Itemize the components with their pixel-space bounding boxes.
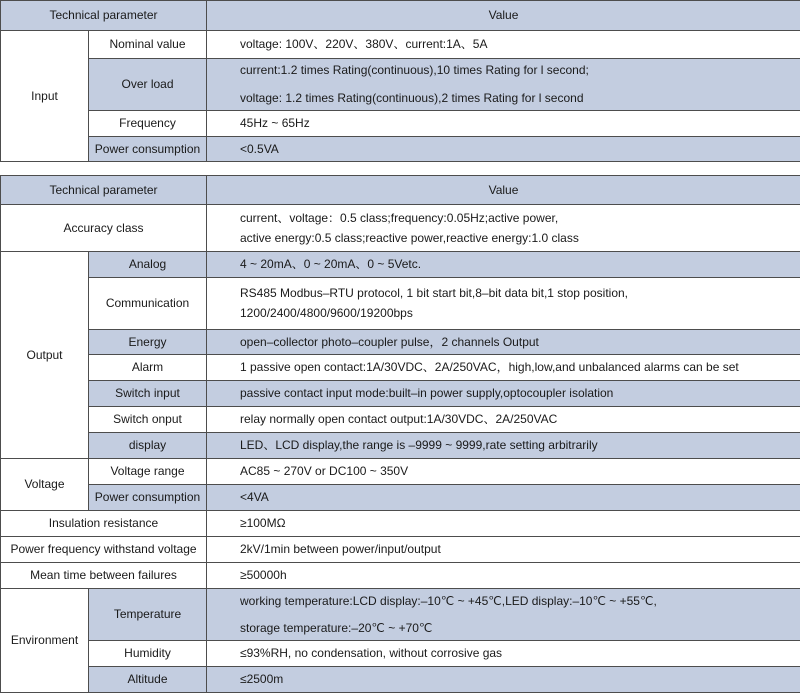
- value-line: <0.5VA: [240, 141, 279, 156]
- row-value: [207, 537, 800, 563]
- value-line: ≥100MΩ: [240, 516, 286, 530]
- group-label-output: Output: [1, 252, 89, 459]
- row-value: [207, 563, 800, 589]
- value-line: 4 ~ 20mA、0 ~ 20mA、0 ~ 5Vetc.: [240, 257, 422, 271]
- table-row: [1, 137, 800, 162]
- table-row: [1, 433, 800, 459]
- row-value: [207, 381, 800, 407]
- value-line: ≥50000h: [240, 568, 287, 582]
- value-line: ≤2500m: [240, 672, 284, 686]
- row-value: [207, 407, 800, 433]
- value-line: open–collector photo–coupler pulse，2 channels Output: [240, 334, 539, 349]
- value-line: active energy:0.5 class;reactive power,reactive energy:1.0 class: [240, 230, 579, 245]
- table-row: [1, 537, 800, 563]
- value-line: voltage: 1.2 times Rating(continuous),2 times Rating for l second: [240, 91, 584, 105]
- header-value: Value: [207, 1, 800, 31]
- row-label: Humidity: [89, 641, 207, 667]
- table-row: [1, 252, 800, 278]
- table-row: [1, 485, 800, 511]
- table-row: [1, 641, 800, 667]
- row-label: Over load: [89, 59, 207, 111]
- table-row: [1, 278, 800, 330]
- value-line: 45Hz ~ 65Hz: [240, 116, 310, 130]
- output-spec-table: [0, 175, 800, 693]
- row-value: [207, 330, 800, 355]
- row-label: Frequency: [89, 111, 207, 137]
- row-label: Voltage range: [89, 459, 207, 485]
- row-label: Insulation resistance: [1, 511, 207, 537]
- value-line: 1 passive open contact:1A/30VDC、2A/250VAC，high,low,and unbalanced alarms can be set: [240, 360, 739, 374]
- row-value: [207, 111, 800, 137]
- value-line: LED、LCD display,the range is –9999 ~ 9999,rate setting arbitrarily: [240, 438, 598, 452]
- table-row: [1, 667, 800, 693]
- group-label-environment: Environment: [1, 589, 89, 693]
- table-row: [1, 563, 800, 589]
- row-label: Power consumption: [89, 137, 207, 162]
- value-line: voltage: 100V、220V、380V、current:1A、5A: [240, 37, 488, 51]
- table-row: [1, 589, 800, 641]
- row-value: [207, 137, 800, 162]
- value-line: RS485 Modbus–RTU protocol, 1 bit start bit,8–bit data bit,1 stop position,: [240, 286, 628, 300]
- table-row: [1, 355, 800, 381]
- row-label: Temperature: [89, 589, 207, 641]
- row-value: [207, 641, 800, 667]
- value-line: current、voltage：0.5 class;frequency:0.05Hz;active power,: [240, 210, 559, 225]
- header-value: Value: [207, 176, 800, 205]
- row-label: display: [89, 433, 207, 459]
- table-header-row: [1, 176, 800, 205]
- table-row: [1, 111, 800, 137]
- row-value: [207, 252, 800, 278]
- input-spec-table: [0, 0, 800, 162]
- row-value: [207, 355, 800, 381]
- table-gap: [0, 162, 800, 175]
- row-value: [207, 205, 800, 252]
- header-param: Technical parameter: [1, 1, 207, 31]
- value-line: 1200/2400/4800/9600/19200bps: [240, 306, 413, 320]
- value-line: AC85 ~ 270V or DC100 ~ 350V: [240, 464, 409, 478]
- row-value: [207, 511, 800, 537]
- table-row: [1, 59, 800, 111]
- value-line: ≤93%RH, no condensation, without corrosive gas: [240, 646, 503, 660]
- value-line: <4VA: [240, 490, 269, 504]
- value-line: current:1.2 times Rating(continuous),10 times Rating for l second;: [240, 63, 589, 77]
- row-value: [207, 31, 800, 59]
- row-label: Switch onput: [89, 407, 207, 433]
- value-line: 2kV/1min between power/input/output: [240, 542, 441, 556]
- table-row: [1, 381, 800, 407]
- row-value: [207, 589, 800, 641]
- table-row: [1, 511, 800, 537]
- table-row: [1, 205, 800, 252]
- value-line: passive contact input mode:built–in power supply,optocoupler isolation: [240, 386, 614, 400]
- row-label: Energy: [89, 330, 207, 355]
- row-label: Mean time between failures: [1, 563, 207, 589]
- row-label: Alarm: [89, 355, 207, 381]
- row-value: [207, 278, 800, 330]
- row-label: Power consumption: [89, 485, 207, 511]
- row-value: [207, 667, 800, 693]
- row-label: Switch input: [89, 381, 207, 407]
- value-line: storage temperature:–20℃ ~ +70℃: [240, 620, 433, 635]
- table-header-row: [1, 1, 800, 31]
- value-line: relay normally open contact output:1A/30VDC、2A/250VAC: [240, 412, 558, 426]
- row-label: Analog: [89, 252, 207, 278]
- row-label: Nominal value: [89, 31, 207, 59]
- row-label: Altitude: [89, 667, 207, 693]
- row-value: [207, 433, 800, 459]
- value-line: working temperature:LCD display:–10℃ ~ +45℃,LED display:–10℃ ~ +55℃,: [240, 593, 657, 608]
- row-label: Power frequency withstand voltage: [1, 537, 207, 563]
- row-label: Communication: [89, 278, 207, 330]
- header-param: Technical parameter: [1, 176, 207, 205]
- group-label-voltage: Voltage: [1, 459, 89, 511]
- table-row: [1, 31, 800, 59]
- table-row: [1, 407, 800, 433]
- row-value: [207, 459, 800, 485]
- row-value: [207, 59, 800, 111]
- table-row: [1, 330, 800, 355]
- row-label: Accuracy class: [1, 205, 207, 252]
- group-label-input: Input: [1, 31, 89, 162]
- table-row: [1, 459, 800, 485]
- row-value: [207, 485, 800, 511]
